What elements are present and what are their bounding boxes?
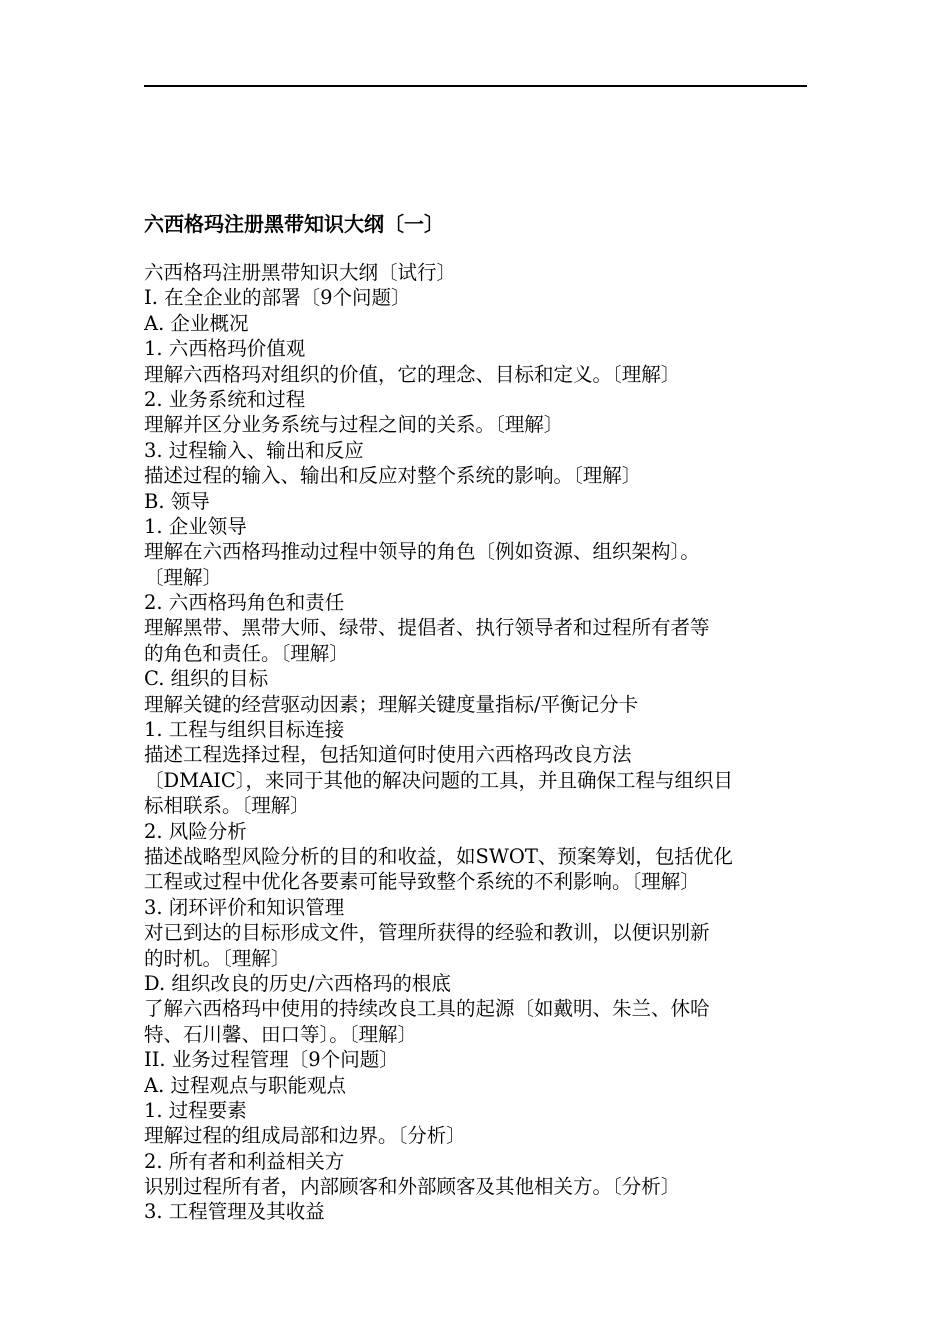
text-line: 特、石川馨、田口等〕。〔理解〕 (144, 1022, 418, 1046)
text-line: 〔DMAIC〕，来同于其他的解决问题的工具，并且确保工程与组织目 (144, 768, 734, 792)
text-line: A. 企业概况 (144, 311, 249, 335)
text-line: II. 业务过程管理〔9个问题〕 (144, 1048, 399, 1072)
text-line: 2. 六西格玛角色和责任 (144, 591, 345, 615)
text-line: D. 组织改良的历史/六西格玛的根底 (144, 971, 451, 995)
text-line: 2. 风险分析 (144, 819, 247, 843)
text-line: 3. 闭环评价和知识管理 (144, 895, 345, 919)
text-line: 1. 过程要素 (144, 1098, 247, 1122)
text-line: 标相联系。〔理解〕 (144, 794, 310, 818)
text-line: 工程或过程中优化各要素可能导致整个系统的不利影响。〔理解〕 (144, 870, 700, 894)
text-line: 描述过程的输入、输出和反应对整个系统的影响。〔理解〕 (144, 464, 642, 488)
text-line: 对已到达的目标形成文件，管理所获得的经验和教训，以便识别新 (144, 921, 710, 945)
text-line: 1. 六西格玛价值观 (144, 337, 306, 361)
text-line: 理解在六西格玛推动过程中领导的角色〔例如资源、组织架构〕。 (144, 540, 700, 564)
text-line: A. 过程观点与职能观点 (144, 1073, 346, 1097)
text-line: 1. 企业领导 (144, 514, 247, 538)
text-line: 理解过程的组成局部和边界。〔分析〕 (144, 1124, 466, 1148)
text-line: 的角色和责任。〔理解〕 (144, 641, 349, 665)
text-line: 理解六西格玛对组织的价值，它的理念、目标和定义。〔理解〕 (144, 362, 681, 386)
text-line: 识别过程所有者，内部顾客和外部顾客及其他相关方。〔分析〕 (144, 1175, 681, 1199)
text-line: 1. 工程与组织目标连接 (144, 718, 345, 742)
header-rule (144, 85, 807, 87)
text-line: 理解黑带、黑带大师、绿带、提倡者、执行领导者和过程所有者等 (144, 616, 710, 640)
text-line: 理解关键的经营驱动因素；理解关键度量指标/平衡记分卡 (144, 692, 639, 716)
text-line: I. 在全企业的部署〔9个问题〕 (144, 286, 411, 310)
text-line: 〔理解〕 (144, 565, 223, 589)
text-line: 2. 所有者和利益相关方 (144, 1149, 345, 1173)
text-line: 2. 业务系统和过程 (144, 387, 306, 411)
text-line: 理解并区分业务系统与过程之间的关系。〔理解〕 (144, 413, 564, 437)
text-line: 3. 工程管理及其收益 (144, 1200, 325, 1224)
text-line: B. 领导 (144, 489, 210, 513)
text-line: 了解六西格玛中使用的持续改良工具的起源〔如戴明、朱兰、休哈 (144, 997, 710, 1021)
text-line: 描述工程选择过程，包括知道何时使用六西格玛改良方法 (144, 743, 632, 767)
text-line: 的时机。〔理解〕 (144, 946, 291, 970)
text-line: 描述战略型风险分析的目的和收益，如SWOT、预案筹划，包括优化 (144, 844, 733, 868)
text-line: 3. 过程输入、输出和反应 (144, 438, 364, 462)
document-body (144, 260, 809, 1225)
text-line: 六西格玛注册黑带知识大纲〔试行〕 (144, 261, 457, 284)
text-line: C. 组织的目标 (144, 667, 269, 691)
document-title: 六西格玛注册黑带知识大纲〔一〕 (144, 212, 444, 236)
